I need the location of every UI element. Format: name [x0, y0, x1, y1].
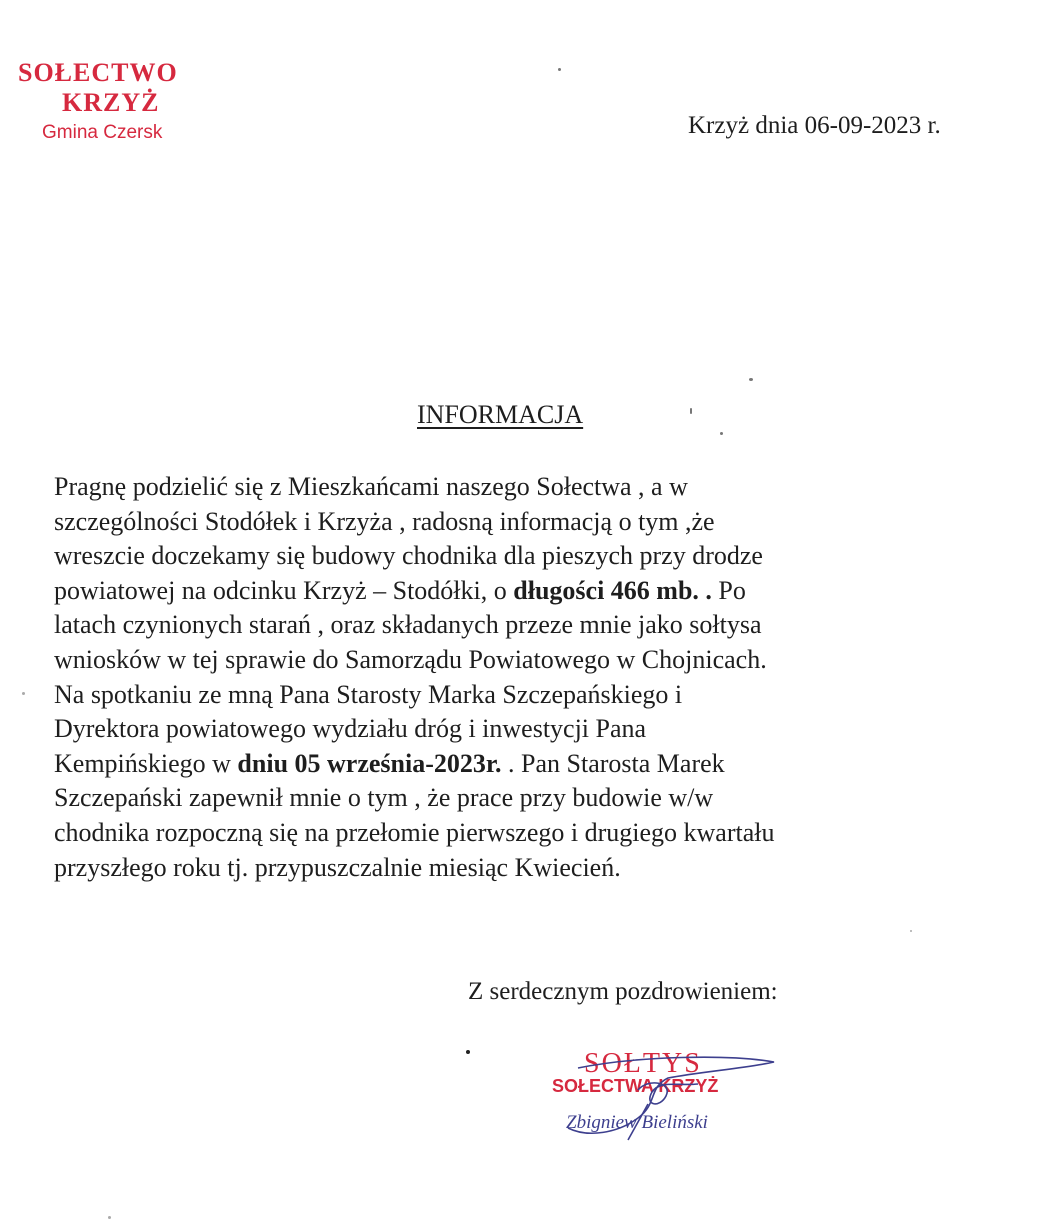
body-line [54, 678, 1014, 713]
scan-speck [690, 408, 692, 414]
date-line: Krzyż dnia 06-09-2023 r. [688, 112, 941, 139]
body-line [54, 505, 1014, 540]
body-bold-segment: dniu 05 września-2023r. [237, 748, 502, 778]
stamp-line-krzyz: KRZYŻ [62, 88, 160, 117]
body-line [54, 781, 1014, 816]
body-line [54, 643, 1014, 678]
body-segment: wniosków w tej sprawie do Samorządu Powiatowego w Chojnicach. [54, 644, 767, 674]
scan-speck [466, 1050, 470, 1054]
body-segment: Po [711, 575, 746, 605]
stamp-line-solectwo: SOŁECTWO [18, 58, 178, 87]
body-line [54, 816, 1014, 851]
body-segment: Dyrektora powiatowego wydziału dróg i inwestycji Pana [54, 714, 647, 744]
signature-stamp [548, 1048, 808, 1148]
body-line [54, 712, 1014, 747]
body-line [54, 608, 1014, 643]
body-segment: Szczepański zapewnił mnie o tym , że prace przy budowie w/w [54, 783, 714, 813]
signature-stamp-name: Zbigniew Bieliński [566, 1112, 708, 1133]
body-segment: wreszcie doczekamy się budowy chodnika dla pieszych przy drodze [54, 541, 763, 571]
body-segment: Na spotkaniu ze mną Pana Starosty Marka Szczepańskiego i [54, 679, 683, 709]
body-segment: chodnika rozpoczną się na przełomie pierwszego i drugiego kwartału [54, 817, 775, 847]
scan-speck [910, 930, 912, 932]
closing-line: Z serdecznym pozdrowieniem: [468, 978, 778, 1005]
signature-stamp-title: SOŁTYS [584, 1048, 702, 1079]
body-segment: latach czynionych starań , oraz składanych przeze mnie jako sołtysa [54, 610, 762, 640]
stamp-line-gmina: Gmina Czersk [42, 122, 163, 143]
body-segment: powiatowej na odcinku Krzyż – Stodółki, o [54, 575, 514, 605]
body-line [54, 574, 1014, 609]
body-bold-segment: długości 466 mb. . [513, 575, 712, 605]
scan-speck [22, 692, 25, 695]
body-line [54, 747, 1014, 782]
scan-speck [720, 432, 723, 435]
body-segment: Kempińskiego w [54, 748, 238, 778]
header-stamp [18, 58, 258, 158]
body-text [54, 470, 1014, 885]
body-segment: przyszłego roku tj. przypuszczalnie miesiąc Kwiecień. [54, 852, 621, 882]
scan-speck [558, 68, 561, 71]
body-line [54, 539, 1014, 574]
signature-stamp-office: SOŁECTWA KRZYŻ [552, 1076, 719, 1096]
document-title: INFORMACJA [417, 400, 584, 429]
body-line [54, 851, 1014, 886]
body-segment: szczególności Stodółek i Krzyża , radosną informacją o tym ,że [54, 506, 715, 536]
scan-speck [749, 378, 753, 381]
body-segment: Pragnę podzielić się z Mieszkańcami naszego Sołectwa , a w [54, 472, 688, 501]
body-line [54, 470, 1014, 505]
handwritten-signature [548, 1048, 808, 1148]
scan-speck [108, 1216, 111, 1219]
body-segment: . Pan Starosta Marek [501, 748, 725, 778]
